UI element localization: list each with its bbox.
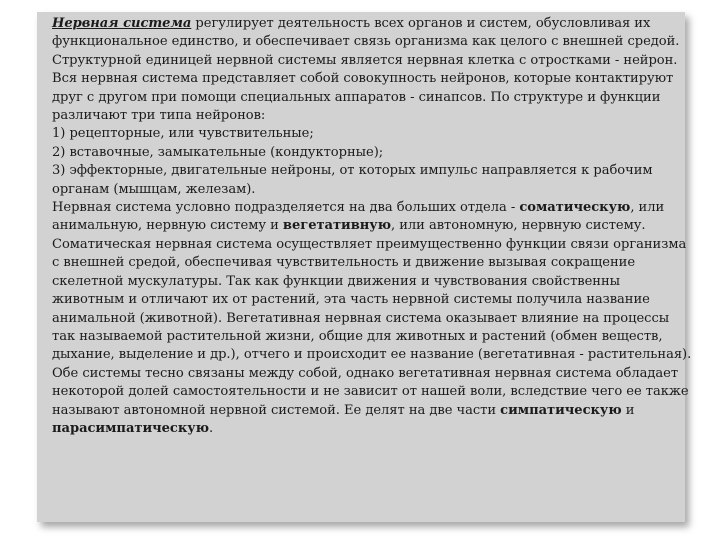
divisions-text-4: и	[621, 402, 635, 418]
slide-text	[52, 15, 692, 438]
intro-text: регулирует деятельность всех органов и систем, обусловливая их функциональное единство, и обеспечивает связь организма как целого с внешней средой.	[52, 16, 680, 50]
list-item: 3) эффекторные, двигательные нейроны, от которых импульс направляется к рабочим органам (мышцам, железам).	[52, 163, 653, 197]
divisions-text-3: , или автономную, нервную систему. Соматическая нервная система осуществляет преимущественно функции связи организма с внешней средой, обеспечивая чувствительность и движение вызывая сокращение скелетной мускулатуры. Так как функции движения и чувствования свойственны животным и отличают их от растений, эта часть нервной системы получила название анимальной (животной). Вегетативная нервная система оказывает влияние на процессы так называемой растительной жизни, общие для животных и растений (обмен веществ, дыхание, выделение и др.), отчего и происходит ее название (вегетативная - растительная). Обе системы тесно связаны между собой, однако вегетативная нервная система обладает некоторой долей самостоятельности и не зависит от нашей воли, вследствие чего ее также называют автономной нервной системой. Ее делят на две части	[52, 218, 692, 418]
list-item: 1) рецепторные, или чувствительные;	[52, 126, 314, 142]
divisions-text-5: .	[208, 420, 214, 436]
divisions-text-1: Нервная система условно подразделяется на два больших отдела -	[52, 200, 520, 216]
term-parasympathetic: парасимпатическую	[52, 420, 209, 436]
paragraph-intro	[52, 15, 692, 52]
term-vegetative: вегетативную	[282, 218, 392, 234]
term-sympathetic: симпатическую	[500, 402, 622, 418]
term-somatic: соматическую	[519, 200, 631, 216]
term-nervous-system: Нервная система	[52, 16, 192, 31]
divisions-text-2: , или анимальную, нервную систему и	[52, 200, 665, 234]
paragraph-neuron: Структурной единицей нервной системы является нервная клетка с отростками - нейрон. Вся нервная система представляет собой совокупность нейронов, которые контактируют друг с другом при помощи специальных аппаратов - синапсов. По структуре и функции различают три типа нейронов:	[52, 52, 678, 124]
paragraph-divisions	[52, 199, 692, 438]
list-item: 2) вставочные, замыкательные (кондукторные);	[52, 144, 384, 160]
